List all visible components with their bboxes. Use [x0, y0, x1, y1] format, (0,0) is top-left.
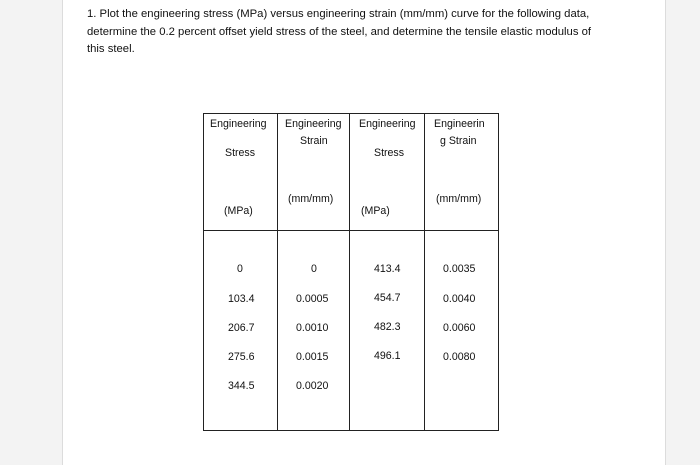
- table-cell: 0: [237, 263, 243, 275]
- header-4-sub: g Strain: [440, 135, 477, 147]
- table-cell: 275.6: [228, 351, 255, 363]
- table-cell: 0.0005: [296, 293, 329, 305]
- table-cell: 482.3: [374, 321, 401, 333]
- table-cell: 0.0035: [443, 263, 476, 275]
- table-cell: 0.0060: [443, 322, 476, 334]
- header-3-title: Engineering: [359, 118, 416, 130]
- document-page: [62, 0, 666, 465]
- header-4-title: Engineerin: [434, 118, 485, 130]
- header-1-sub: Stress: [225, 147, 256, 159]
- table-divider: [277, 114, 278, 430]
- header-2-unit: (mm/mm): [288, 193, 334, 205]
- question-line-3: this steel.: [87, 43, 135, 55]
- question-line-2: determine the 0.2 percent offset yield stress of the steel, and determine the tensile elastic modulus of: [87, 25, 592, 38]
- header-3-sub: Stress: [374, 147, 405, 159]
- table-cell: 0.0040: [443, 293, 476, 305]
- header-1-unit: (MPa): [224, 205, 253, 217]
- header-3-unit: (MPa): [361, 205, 390, 217]
- table-cell: 413.4: [374, 263, 401, 275]
- table-cell: 344.5: [228, 380, 255, 392]
- table-cell: 0: [311, 263, 317, 275]
- header-4-unit: (mm/mm): [436, 193, 482, 205]
- table-cell: 206.7: [228, 322, 255, 334]
- header-2-title: Engineering: [285, 118, 342, 130]
- header-divider: [204, 230, 498, 231]
- header-2-sub: Strain: [300, 135, 328, 147]
- table-cell: 496.1: [374, 350, 401, 362]
- table-cell: 103.4: [228, 293, 255, 305]
- question-line-1: 1. Plot the engineering stress (MPa) versus engineering strain (mm/mm) curve for the following data,: [87, 8, 590, 20]
- table-cell: 0.0010: [296, 322, 329, 334]
- header-1-title: Engineering: [210, 118, 267, 130]
- table-cell: 0.0015: [296, 351, 329, 363]
- question-text: [87, 6, 647, 59]
- table-divider: [424, 114, 425, 430]
- stress-strain-table: [203, 113, 499, 431]
- table-divider: [349, 114, 350, 430]
- table-cell: 0.0080: [443, 351, 476, 363]
- table-cell: 454.7: [374, 292, 401, 304]
- table-cell: 0.0020: [296, 380, 329, 392]
